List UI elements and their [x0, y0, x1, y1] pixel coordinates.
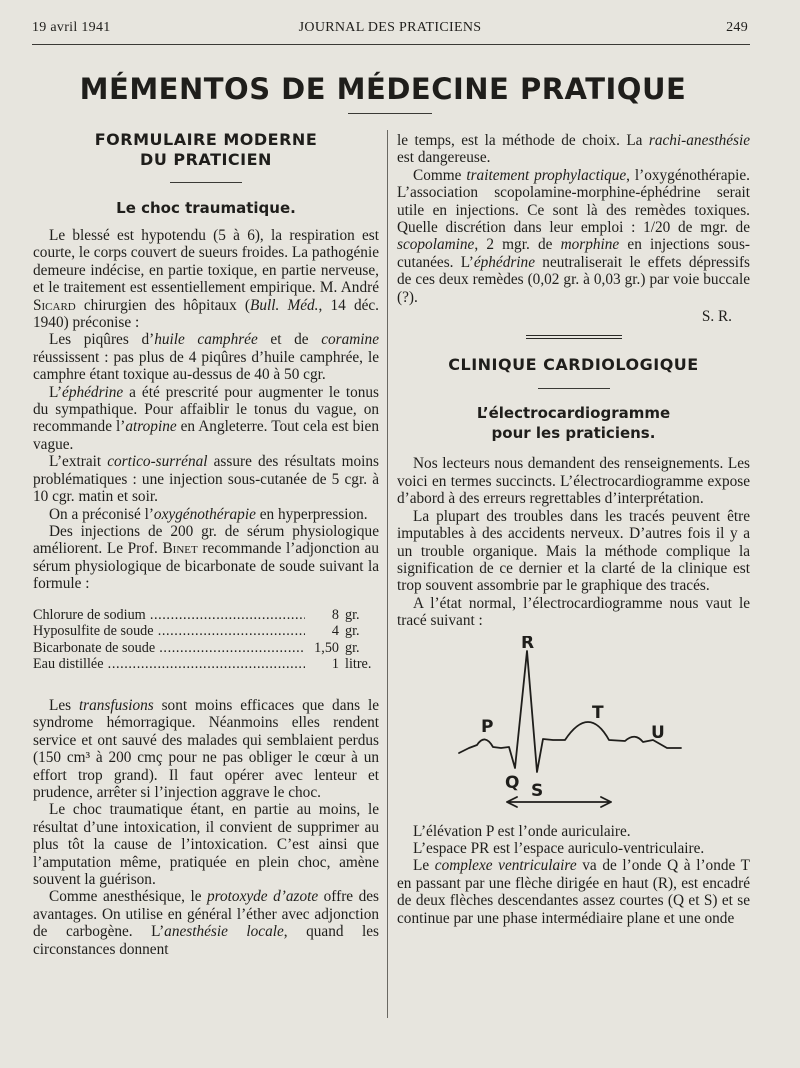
paragraph: Nos lecteurs nous demandent des renseignements. Les voici en termes succincts. L’électrocardiogramme expose d’abord à des erreurs regrettables d’interprétation.	[397, 455, 750, 508]
header-rule	[32, 44, 750, 45]
subheading-choc: Le choc traumatique.	[116, 199, 296, 217]
section-heading-formulaire: FORMULAIRE MODERNE DU PRATICIEN	[94, 130, 318, 169]
right-column	[397, 132, 750, 927]
formula-table	[33, 607, 379, 673]
header-date: 19 avril 1941	[32, 20, 111, 35]
page-title: MÉMENTOS DE MÉDECINE PRATIQUE	[79, 72, 687, 106]
ecg-label-r: R	[521, 635, 535, 653]
paragraph: L’espace PR est l’espace auriculo-ventriculaire.	[413, 839, 705, 857]
paragraph: Comme traitement prophylactique, l’oxygénothérapie. L’association scopolamine-morphine-éphédrine serait utile en injections. Ce sont là des remèdes toxiques. Quelle discrétion dans leur emploi : 1/20 de mgr. de scopolamine, 2 mgr. de morphine en injections sous-cutanées. L’éphédrine neutraliserait le effets dépressifs de ces deux remèdes (0,02 gr. à 0,03 gr.) par voie buccale (?).	[397, 166, 751, 306]
paragraph: L’élévation P est l’onde auriculaire.	[413, 822, 631, 840]
paragraph: L’extrait cortico-surrénal assure des résultats moins problématiques : une injection sous-cutanée de 5 cgr. à 10 cgr. matin et soir.	[33, 453, 379, 506]
formula-row: Chlorure de sodium ..... 8 gr.	[33, 607, 379, 624]
paragraph: Les transfusions sont moins efficaces que dans le syndrome hémorragique. Néanmoins elles rendent service et ont sauvé des malades qui semblaient perdus (150 cm³ à 200 cmç pour ne pas obliger le cœur à un effort trop grand). Il faut opérer avec lenteur et prudence, arrêter si l’injection aggrave le choc.	[33, 696, 379, 801]
ecg-label-q: Q	[505, 772, 520, 793]
section-double-rule	[526, 335, 622, 339]
ecg-label-t: T	[592, 702, 604, 723]
subheading-ecg: L’électrocardiogramme pour les praticiens.	[476, 404, 671, 443]
paragraph: Les piqûres d’huile camphrée et de coramine réussissent : pas plus de 4 piqûres d’huile camphrée, le camphre étant toxique au-dessus de 40 à 50 cgr.	[33, 331, 379, 384]
paragraph: Le blessé est hypotendu (5 à 6), la respiration est courte, le corps couvert de sueurs froides. La pathogénie demeure indécise, en partie toxique, en partie nerveuse, et le traitement est essentiellement empirique. M. André Sicard chirurgien des hôpitaux (Bull. Méd., 14 déc. 1940) préconise :	[33, 227, 379, 332]
running-header	[32, 20, 748, 38]
paragraph: Le complexe ventriculaire va de l’onde Q à l’onde T en passant par une flèche dirigée en haut (R), est encadré de deux flèches descendantes assez courtes (Q et S) et se continue par une phase intermédiaire plane et une onde	[397, 857, 750, 927]
section-rule	[538, 388, 610, 389]
paragraph: Des injections de 200 gr. de sérum physiologique améliorent. Le Prof. Binet recommande l’adjonction au sérum physiologique de bicarbonate de soude suivant la formule :	[33, 522, 379, 593]
header-journal: JOURNAL DES PRATICIENS	[298, 20, 482, 35]
paragraph: L’éphédrine a été prescrité pour augmenter le tonus du sympathique. Pour affaiblir le tonus du vague, on recommande l’atropine en Angleterre. Tout cela est bien vague.	[33, 383, 379, 453]
paragraph: A l’état normal, l’électrocardiogramme nous vaut le tracé suivant :	[397, 594, 750, 630]
ecg-trace-figure	[449, 636, 689, 821]
signature: S. R.	[701, 308, 732, 326]
formula-row: Bicarbonate de soude ..... 1,50 gr.	[33, 640, 379, 657]
formula-row: Hyposulfite de soude ..... 4 gr.	[33, 623, 379, 640]
ecg-label-p: P	[481, 716, 494, 737]
paragraph: le temps, est la méthode de choix. La rachi-anesthésie est dangereuse.	[397, 132, 750, 167]
column-separator	[387, 130, 388, 1018]
formula-row: Eau distillée ..... 1 litre.	[33, 656, 379, 673]
title-rule	[348, 113, 432, 114]
header-page-number: 249	[726, 20, 748, 35]
ecg-label-s: S	[531, 780, 544, 801]
paragraph: Le choc traumatique étant, en partie au moins, le résultat d’une intoxication, il convient de supprimer au plus tôt la cause de l’intoxication. C’est ainsi que l’amputation même, pratiquée en plein choc, amène souvent la guérison.	[33, 801, 379, 888]
paragraph: La plupart des troubles dans les tracés peuvent être imputables à des accidents nerveux. D’autres fois il y a un trouble organique. Mais la méthode complique la signification de ce dernier et la clarté de la clinique est trop souvent assombrie par le graphique des tracés.	[397, 507, 750, 595]
paragraph: Comme anesthésique, le protoxyde d’azote offre des avantages. On utilise en général l’éther avec adjonction de carbogène. L’anesthésie locale, quand les circonstances donnent	[33, 888, 379, 958]
left-column	[33, 130, 379, 958]
paragraph: On a préconisé l’oxygénothérapie en hyperpression.	[49, 505, 368, 523]
ecg-waveform	[459, 651, 681, 772]
double-arrow	[507, 797, 611, 807]
section-rule	[170, 182, 242, 183]
section-heading-cardio: CLINIQUE CARDIOLOGIQUE	[448, 355, 699, 375]
ecg-label-u: U	[651, 722, 665, 743]
